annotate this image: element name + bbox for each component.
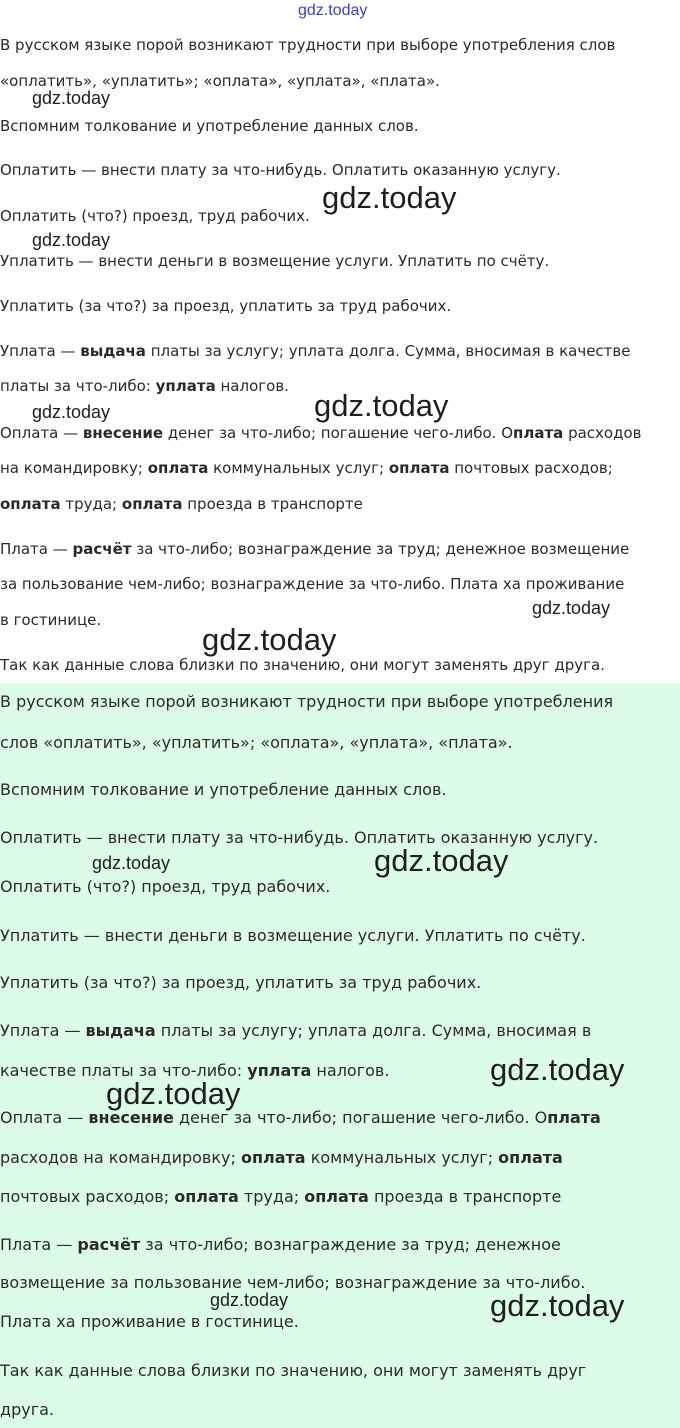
watermark: gdz.today	[532, 598, 611, 618]
text-run: труда;	[60, 495, 122, 513]
text-run: почтовых расходов;	[0, 1187, 175, 1206]
text-line	[0, 877, 330, 897]
text-line	[0, 251, 549, 271]
text-run: коммунальных услуг;	[305, 1148, 499, 1167]
bold-term: выдача	[80, 342, 146, 360]
text-run: Вспомним толкование и употребление данных слов.	[0, 780, 447, 799]
text-line	[0, 35, 615, 55]
text-line	[0, 1148, 563, 1168]
text-line	[0, 423, 641, 443]
text-run: платы за услугу; уплата долга. Сумма, вносимая в качестве	[145, 342, 631, 360]
bold-term: внесение	[88, 1108, 174, 1127]
text-run: Уплатить (за что?) за проезд, уплатить за труд рабочих.	[0, 973, 482, 992]
watermark: gdz.today	[322, 180, 457, 215]
text-line	[0, 610, 101, 630]
text-run: денег за что-либо; погашение чего-либо. О	[173, 1108, 548, 1127]
text-line	[0, 494, 363, 514]
text-line	[0, 1021, 591, 1041]
bold-term: внесение	[82, 424, 164, 442]
bold-term: оплата	[121, 495, 183, 513]
bold-term: оплата	[0, 495, 61, 513]
text-line	[0, 539, 629, 559]
text-line	[0, 116, 419, 136]
text-run: за что-либо; вознаграждение за труд; денежное	[140, 1235, 561, 1254]
text-run: расходов	[563, 424, 642, 442]
text-run: налогов.	[311, 1061, 390, 1080]
text-line	[0, 733, 513, 753]
text-run: Уплата —	[0, 1021, 86, 1040]
watermark: gdz.today	[92, 853, 171, 873]
bold-term: выдача	[85, 1021, 156, 1040]
text-line	[0, 296, 451, 316]
text-line	[0, 1187, 561, 1207]
text-line	[0, 926, 586, 946]
text-run: Оплата —	[0, 424, 83, 442]
text-run: Плата —	[0, 540, 73, 558]
bold-term: уплата	[155, 377, 216, 395]
text-run: за пользование чем-либо; вознаграждение за что-либо. Плата ха проживание	[0, 575, 625, 593]
watermark: gdz.today	[374, 843, 509, 878]
text-run: возмещение за пользование чем-либо; вознаграждение за что-либо.	[0, 1273, 586, 1292]
text-line	[0, 1361, 586, 1381]
text-line	[0, 1312, 299, 1332]
text-line	[0, 458, 613, 478]
watermark: gdz.today	[32, 230, 111, 250]
text-run: Так как данные слова близки по значению, они могут заменять друг друга.	[0, 656, 605, 674]
text-run: на командировку;	[0, 459, 148, 477]
text-run: налогов.	[215, 377, 289, 395]
text-run: в гостинице.	[0, 611, 102, 629]
text-line	[0, 160, 561, 180]
bold-term: оплата	[388, 459, 450, 477]
header-watermark: gdz.today	[298, 2, 368, 19]
text-run: Оплата —	[0, 1108, 89, 1127]
watermark: gdz.today	[490, 1288, 625, 1323]
bold-term: оплата	[498, 1148, 563, 1167]
text-line	[0, 1400, 54, 1420]
text-line	[0, 973, 481, 993]
watermark: gdz.today	[32, 88, 111, 108]
text-line	[0, 1235, 561, 1255]
bold-term: расчёт	[72, 540, 132, 558]
text-run: проезда в транспорте	[368, 1187, 562, 1206]
text-line	[0, 1108, 601, 1128]
watermark: gdz.today	[314, 388, 449, 423]
text-line	[0, 574, 624, 594]
text-line	[0, 206, 310, 226]
text-run: Вспомним толкование и употребление данных слов.	[0, 117, 419, 135]
bold-term: расчёт	[77, 1235, 141, 1254]
text-line	[0, 376, 289, 396]
text-run: платы за услугу; уплата долга. Сумма, вносимая в	[155, 1021, 592, 1040]
bold-term: плата	[547, 1108, 601, 1127]
bold-term: уплата	[247, 1061, 312, 1080]
text-line	[0, 341, 630, 361]
watermark: gdz.today	[490, 1052, 625, 1087]
watermark: gdz.today	[210, 1290, 289, 1310]
text-run: Оплатить — внести плату за что-нибудь. Оплатить оказанную услугу.	[0, 161, 561, 179]
text-run: платы за что-либо:	[0, 377, 156, 395]
text-run: друга.	[0, 1400, 54, 1419]
bold-term: оплата	[304, 1187, 369, 1206]
text-run: Оплатить (что?) проезд, труд рабочих.	[0, 207, 310, 225]
bold-term: плата	[513, 424, 564, 442]
text-run: качестве платы за что-либо:	[0, 1061, 248, 1080]
text-run: труда;	[238, 1187, 305, 1206]
text-run: проезда в транспорте	[182, 495, 363, 513]
text-line	[0, 780, 446, 800]
bold-term: оплата	[147, 459, 209, 477]
text-run: Уплата —	[0, 342, 81, 360]
text-run: слов «оплатить», «уплатить»; «оплата», «уплата», «плата».	[0, 733, 513, 752]
text-line	[0, 655, 605, 675]
text-run: «оплатить», «уплатить»; «оплата», «уплата», «плата».	[0, 72, 440, 90]
text-run: за что-либо; вознаграждение за труд; денежное возмещение	[131, 540, 630, 558]
text-run: Так как данные слова близки по значению, они могут заменять друг	[0, 1361, 587, 1380]
text-run: денег за что-либо; погашение чего-либо. О	[163, 424, 514, 442]
bold-term: оплата	[174, 1187, 239, 1206]
text-run: Оплатить (что?) проезд, труд рабочих.	[0, 877, 331, 896]
bold-term: оплата	[240, 1148, 306, 1167]
watermark: gdz.today	[32, 402, 111, 422]
text-run: Уплатить (за что?) за проезд, уплатить за труд рабочих.	[0, 297, 452, 315]
text-run: Уплатить — внести деньги в возмещение услуги. Уплатить по счёту.	[0, 926, 586, 945]
text-run: Плата ха проживание в гостинице.	[0, 1312, 299, 1331]
watermark: gdz.today	[202, 622, 337, 657]
text-run: коммунальных услуг;	[208, 459, 389, 477]
text-run: расходов на командировку;	[0, 1148, 241, 1167]
text-run: В русском языке порой возникают трудности при выборе употребления	[0, 692, 614, 711]
text-run: В русском языке порой возникают трудности при выборе употребления слов	[0, 36, 616, 54]
watermark: gdz.today	[106, 1076, 241, 1111]
text-line	[0, 692, 613, 712]
text-run: Оплатить — внести плату за что-нибудь. Оплатить оказанную услугу.	[0, 828, 599, 847]
text-run: почтовых расходов;	[449, 459, 613, 477]
text-run: Плата —	[0, 1235, 78, 1254]
text-run: Уплатить — внести деньги в возмещение услуги. Уплатить по счёту.	[0, 252, 550, 270]
